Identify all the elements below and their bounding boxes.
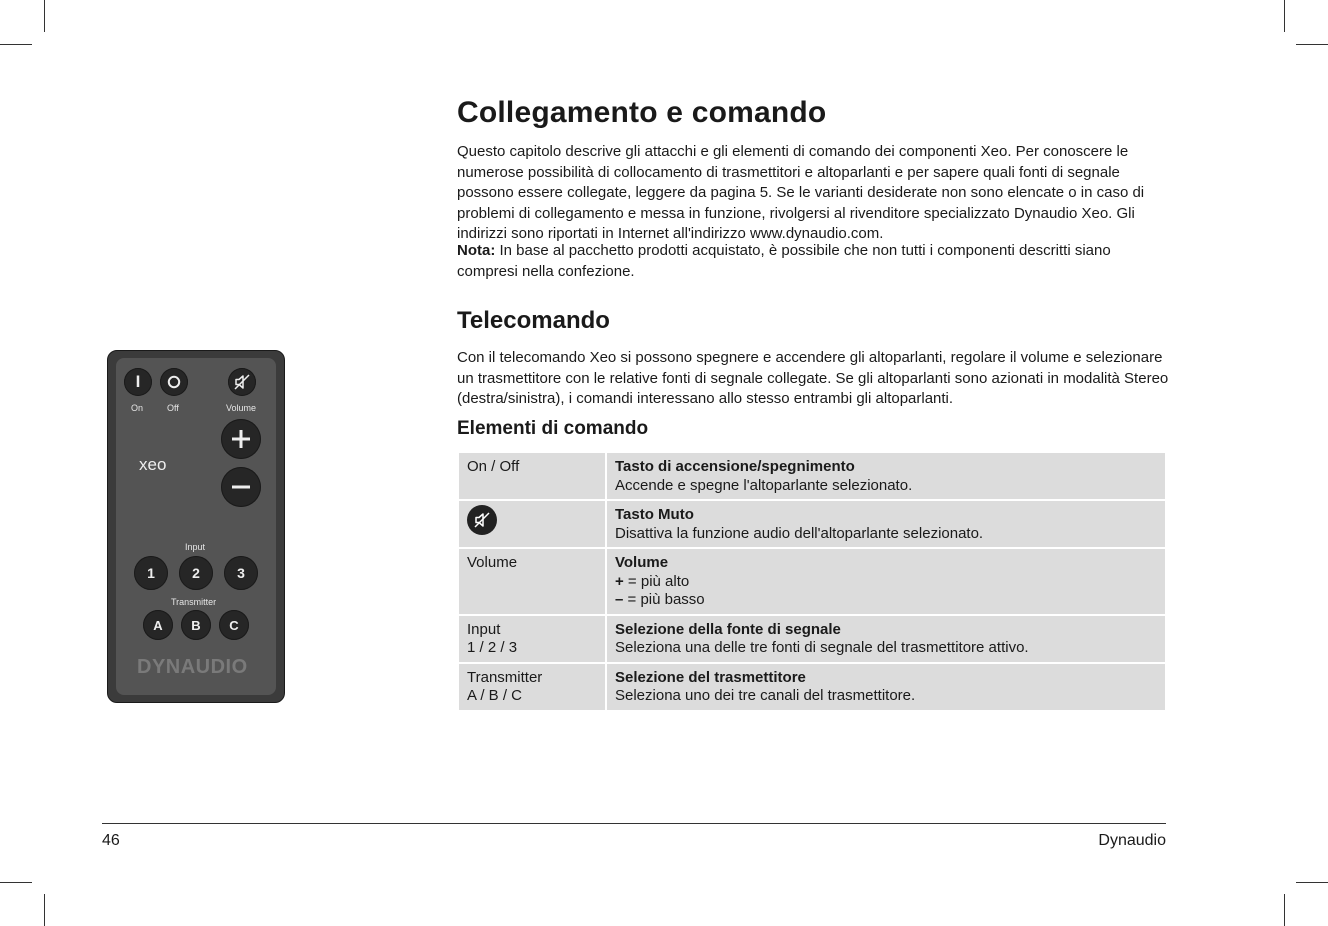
remote-transmitter-label: Transmitter: [171, 597, 217, 607]
note-text: In base al pacchetto prodotti acquistato, è possibile che non tutti i componenti descritti siano compresi nella confezione.: [457, 242, 1111, 280]
mute-icon: [233, 373, 251, 391]
minus-text: = più basso: [623, 591, 705, 608]
minus-symbol: –: [615, 591, 624, 608]
remote-transmitter-a-button: A: [143, 610, 173, 640]
row-title: Volume: [615, 554, 669, 571]
note-label: Nota:: [457, 242, 496, 259]
row-label-line1: Transmitter: [467, 668, 543, 686]
row-title: Tasto di accensione/spegnimento: [615, 458, 855, 475]
footer-brand: Dynaudio: [1098, 832, 1166, 849]
row-label: [459, 501, 605, 547]
table-row: [459, 549, 1165, 614]
footer-divider: [102, 823, 1166, 824]
row-title: Tasto Muto: [615, 506, 694, 523]
remote-volume-up-button: [221, 419, 261, 459]
crop-mark: [1296, 44, 1328, 45]
remote-transmitter-c-button: C: [219, 610, 249, 640]
table-row: [459, 501, 1165, 547]
row-description: [607, 501, 1165, 547]
crop-mark: [1296, 882, 1328, 883]
plus-icon: [232, 430, 250, 448]
page-title: Collegamento e comando: [457, 96, 827, 129]
row-label: Volume: [459, 549, 605, 614]
crop-mark: [0, 882, 32, 883]
row-label-line2: A / B / C: [467, 687, 523, 704]
crop-mark: [44, 894, 45, 926]
plus-text: = più alto: [623, 572, 690, 590]
row-description: [607, 453, 1165, 499]
remote-input-3-button: 3: [224, 556, 258, 590]
row-description: [607, 549, 1165, 614]
row-label: On / Off: [459, 453, 605, 499]
controls-table: [457, 451, 1167, 712]
page-number: 46: [102, 832, 120, 849]
row-label-line1: Input: [467, 620, 501, 638]
remote-volume-label: Volume: [226, 403, 257, 413]
row-description: [607, 664, 1165, 710]
row-text: Disattiva la funzione audio dell'altoparlante selezionato.: [615, 524, 984, 542]
row-title: Selezione del trasmettitore: [615, 668, 806, 686]
row-label: [459, 664, 605, 710]
crop-mark: [1284, 0, 1285, 32]
off-circle-icon: [167, 375, 181, 389]
section-title: Telecomando: [457, 307, 610, 334]
row-label-line2: 1 / 2 / 3: [467, 639, 518, 656]
intro-paragraph: Questo capitolo descrive gli attacchi e gli elementi di comando dei componenti Xeo. Per conoscere le numerose possibilità di collocamento di trasmettitori e altoparlanti e per sapere quali fonti di segnale possono essere collegate, leggere da pagina 5. Se le varianti desiderate non sono elencate o in caso di problemi di collegamento e messa in funzione, rivolgersi al rivenditore specializzato Dynaudio Xeo. Gli indirizzi sono riportati in Internet all'indirizzo www.dynaudio.com.: [457, 143, 1145, 242]
row-text: Seleziona uno dei tre canali del trasmettitore.: [615, 687, 916, 704]
section-paragraph: Con il telecomando Xeo si possono spegnere e accendere gli altoparlanti, regolare il volume e selezionare un trasmettitore con le relative fonti di segnale collegate. Se gli altoparlanti sono azionati in modalità Stereo (destra/sinistra), i comandi interessano allo stesso entrambi gli altoparlanti.: [457, 349, 1169, 407]
table-row: [459, 453, 1165, 499]
subsection-title: Elementi di comando: [457, 418, 649, 439]
remote-transmitter-b-button: B: [181, 610, 211, 640]
remote-off-button: [160, 368, 188, 396]
crop-mark: [44, 0, 45, 32]
dynaudio-logo: DYNAUDIO: [137, 656, 248, 678]
remote-on-button: I: [124, 368, 152, 396]
crop-mark: [1284, 894, 1285, 926]
remote-on-label: On: [131, 403, 144, 413]
remote-volume-down-button: [221, 467, 261, 507]
row-title: Selezione della fonte di segnale: [615, 620, 841, 638]
row-description: [607, 616, 1165, 662]
xeo-logo: xeo: [139, 455, 167, 474]
remote-input-label: Input: [185, 542, 206, 552]
mute-icon: [467, 505, 497, 535]
row-text: Accende e spegne l'altoparlante selezionato.: [615, 476, 913, 494]
crop-mark: [0, 44, 32, 45]
table-row: [459, 664, 1165, 710]
note-paragraph: [457, 241, 1169, 282]
row-label: [459, 616, 605, 662]
row-text: Seleziona una delle tre fonti di segnale del trasmettitore attivo.: [615, 639, 1029, 656]
table-row: [459, 616, 1165, 662]
plus-symbol: +: [615, 572, 624, 590]
remote-mute-button: [228, 368, 256, 396]
remote-input-1-button: 1: [134, 556, 168, 590]
remote-off-label: Off: [167, 403, 179, 413]
minus-icon: [232, 478, 250, 496]
remote-input-2-button: 2: [179, 556, 213, 590]
